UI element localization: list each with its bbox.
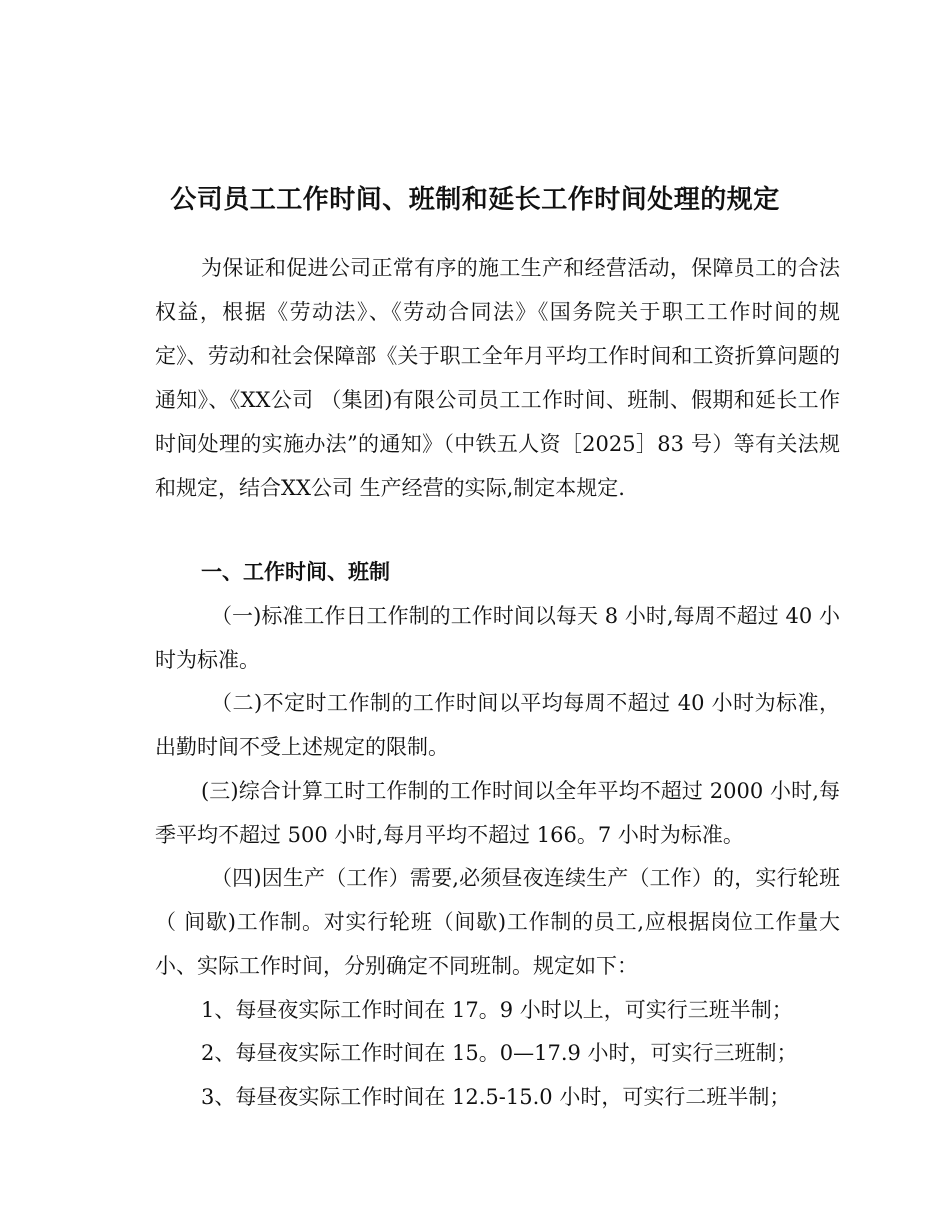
- section-heading: 一、工作时间、班制: [201, 560, 390, 584]
- intro-paragraph: 为保证和促进公司正常有序的施工生产和经营活动，保障员工的合法权益，根据《劳动法》、《劳动合同法》《国务院关于职工工作时间的规定》、劳动和社会保障部《关于职工全年月平均工作时间和工资折算问题的通知》、《XX公司 （集团)有限公司员工工作时间、班制、假期和延长工作时间处理的实施办法”的通知》（中铁五人资［2025］83 号）等有关法规和规定，结合XX公司 生产经营的实际,制定本规定.: [155, 256, 840, 500]
- clause-paragraph: （二)不定时工作制的工作时间以平均每周不超过 40 小时为标准，出勤时间不受上述规定的限制。: [155, 691, 840, 759]
- document-title: 公司员工工作时间、班制和延长工作时间处理的规定: [170, 185, 780, 215]
- list-item: 2、每昼夜实际工作时间在 15。0—17.9 小时，可实行三班制；: [201, 1041, 798, 1065]
- clause-paragraph: (三)综合计算工时工作制的工作时间以全年平均不超过 2000 小时,每季平均不超过 500 小时,每月平均不超过 166。7 小时为标准。: [155, 779, 840, 847]
- list-item: 3、每昼夜实际工作时间在 12.5-15.0 小时，可实行二班半制；: [201, 1085, 791, 1109]
- list-item: 1、每昼夜实际工作时间在 17。9 小时以上，可实行三班半制；: [201, 998, 793, 1022]
- clause-paragraph: （一)标准工作日工作制的工作时间以每天 8 小时,每周不超过 40 小时为标准。: [155, 604, 840, 672]
- clause-paragraph: （四)因生产（工作）需要,必须昼夜连续生产（工作）的，实行轮班（ 间歇)工作制。对实行轮班（间歇)工作制的员工,应根据岗位工作量大小、实际工作时间，分别确定不同班制。规定如下：: [155, 866, 840, 978]
